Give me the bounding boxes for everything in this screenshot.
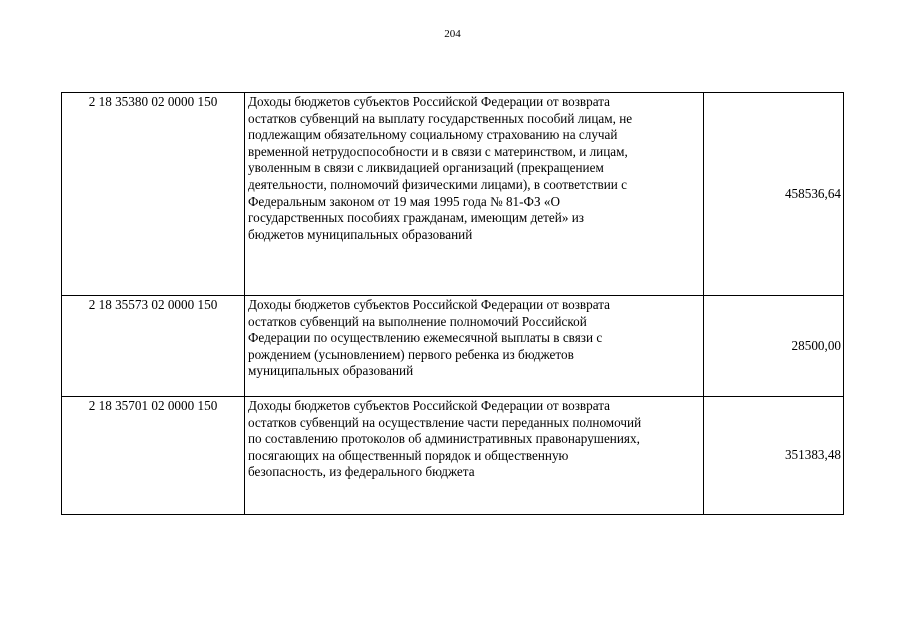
budget-code-cell <box>62 93 245 296</box>
table-row <box>62 397 844 515</box>
description-line: Доходы бюджетов субъектов Российской Федерации от возврата <box>248 94 611 109</box>
page-number: 204 <box>444 28 461 40</box>
description-line: посягающих на общественный порядок и общественную <box>248 447 569 463</box>
description-line: Федеральным законом от 19 мая 1995 года № 81-ФЗ «О <box>248 193 560 209</box>
description-text <box>245 397 703 481</box>
description-line: остатков субвенций на выплату государственных пособий лицам, не <box>248 110 633 126</box>
description-line: Федерации по осуществлению ежемесячной выплаты в связи с <box>248 330 603 346</box>
description-line: по составлению протоколов об административных правонарушениях, <box>248 431 640 447</box>
amount-value: 458536,64 <box>784 185 841 201</box>
description-line: остатков субвенций на выполнение полномочий Российской <box>248 313 587 329</box>
amount-value: 28500,00 <box>791 337 841 353</box>
budget-code: 2 18 35380 02 0000 150 <box>88 94 218 109</box>
description-cell <box>245 93 704 296</box>
description-line: рождением (усыновлением) первого ребенка из бюджетов <box>248 346 574 362</box>
table-row <box>62 296 844 397</box>
budget-code: 2 18 35701 02 0000 150 <box>88 398 218 413</box>
description-line: Доходы бюджетов субъектов Российской Федерации от возврата <box>248 398 611 413</box>
description-line: безопасность, из федерального бюджета <box>248 464 475 480</box>
budget-code: 2 18 35573 02 0000 150 <box>88 297 218 312</box>
description-line: муниципальных образований <box>248 363 414 379</box>
description-line: временной нетрудоспособности и в связи с материнством, и лицам, <box>248 143 628 159</box>
budget-code-cell <box>62 397 245 515</box>
description-line: Доходы бюджетов субъектов Российской Федерации от возврата <box>248 297 611 312</box>
amount-cell <box>704 296 844 397</box>
description-cell <box>245 397 704 515</box>
amount-cell <box>704 93 844 296</box>
description-line: государственных пособиях гражданам, имеющим детей» из <box>248 210 584 226</box>
description-text <box>245 296 703 380</box>
table-row <box>62 93 844 296</box>
revenue-table <box>61 92 844 515</box>
description-line: деятельности, полномочий физическими лицами), в соответствии с <box>248 176 628 192</box>
description-cell <box>245 296 704 397</box>
budget-code-cell <box>62 296 245 397</box>
description-text <box>245 93 703 243</box>
amount-cell <box>704 397 844 515</box>
amount-value: 351383,48 <box>784 447 841 463</box>
description-line: остатков субвенций на осуществление части переданных полномочий <box>248 414 642 430</box>
description-line: бюджетов муниципальных образований <box>248 226 473 242</box>
description-line: подлежащим обязательному социальному страхованию на случай <box>248 127 618 143</box>
description-line: уволенным в связи с ликвидацией организаций (прекращением <box>248 160 604 176</box>
